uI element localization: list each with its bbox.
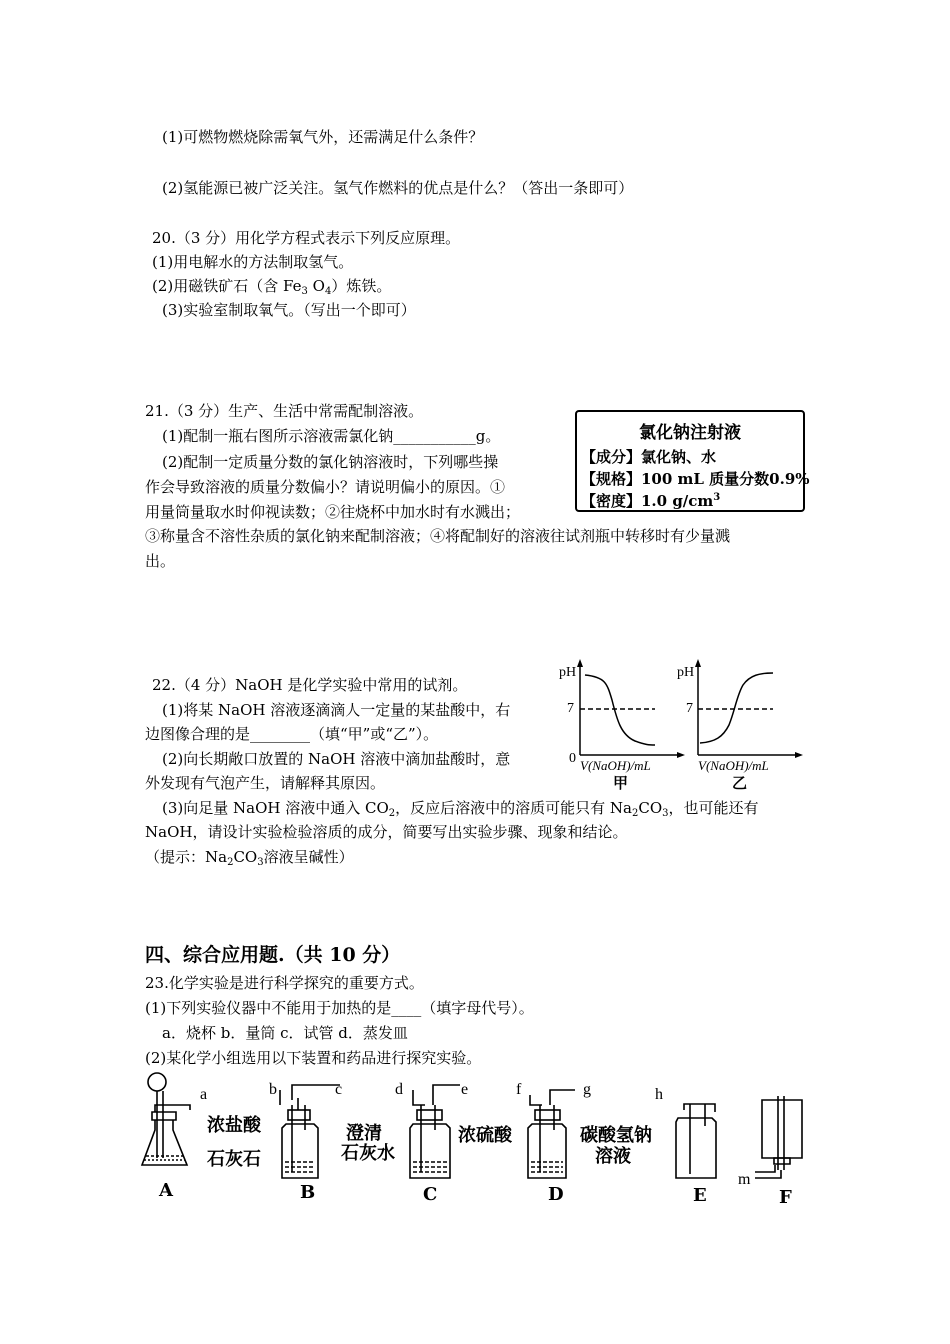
yi-label: 乙 bbox=[732, 776, 748, 792]
q22-part2-line2: 外发现有气泡产生，请解释其原因。 bbox=[145, 774, 386, 792]
apparatus-C bbox=[410, 1085, 460, 1178]
apparatus-E bbox=[676, 1104, 716, 1178]
label-limewater-1: 澄清 bbox=[346, 1123, 382, 1144]
apparatus-B bbox=[280, 1085, 340, 1178]
q20-part1: (1)用电解水的方法制取氢气。 bbox=[152, 253, 354, 271]
label-nahco3-1: 碳酸氢钠 bbox=[580, 1125, 652, 1146]
q21-part1: (1)配制一瓶右图所示溶液需氯化钠___________g。 bbox=[162, 427, 501, 445]
port-b: b bbox=[269, 1081, 277, 1098]
q19-part1: (1)可燃物燃烧除需氧气外，还需满足什么条件？ bbox=[162, 128, 484, 146]
letter-F: F bbox=[779, 1187, 792, 1208]
jia-label: 甲 bbox=[613, 776, 629, 792]
yi-ylabel: pH bbox=[677, 665, 695, 680]
port-h: h bbox=[655, 1086, 663, 1103]
graph-yi bbox=[695, 659, 803, 758]
q22-hint: （提示：$Na_2CO_3$溶液呈碱性） bbox=[145, 848, 354, 868]
q20-part2: (2)用磁铁矿石（含 $Fe_3$ $O_4$）炼铁。 bbox=[152, 277, 392, 297]
yi-xlabel: V(NaOH)/mL bbox=[698, 758, 769, 773]
q22-part1-line1: (1)将某 NaOH 溶液逐滴滴人一定量的某盐酸中，右 bbox=[162, 701, 511, 719]
letter-D: D bbox=[548, 1184, 564, 1205]
q23-options: a．烧杯 b．量筒 c．试管 d．蒸发皿 bbox=[162, 1024, 408, 1042]
q21-part2-line3: 用量筒量取水时仰视读数；②往烧杯中加水时有水溅出； bbox=[145, 503, 521, 521]
q21-part2-line2: 作会导致溶液的质量分数偏小？请说明偏小的原因。① bbox=[145, 478, 506, 496]
label-spec: 【规格】100 mL 质量分数0.9% bbox=[581, 470, 810, 488]
q20-part3: (3)实验室制取氧气。（写出一个即可） bbox=[162, 301, 416, 319]
port-g: g bbox=[583, 1081, 591, 1098]
label-density: 【密度】1.0 $g/cm^3$ bbox=[581, 492, 721, 510]
label-title: 氯化钠注射液 bbox=[639, 423, 741, 443]
apparatus-A bbox=[142, 1073, 190, 1165]
section4-title: 四、综合应用题.（共 10 分） bbox=[145, 944, 401, 966]
jia-seven: 7 bbox=[567, 701, 574, 716]
letter-A: A bbox=[159, 1180, 173, 1201]
letter-C: C bbox=[423, 1184, 438, 1205]
label-nahco3-2: 溶液 bbox=[595, 1146, 631, 1167]
letter-E: E bbox=[693, 1185, 707, 1206]
q19-part2: (2)氢能源已被广泛关注。氢气作燃料的优点是什么？（答出一条即可） bbox=[162, 179, 634, 197]
jia-ylabel: pH bbox=[559, 665, 577, 680]
q21-part2-line4: ③称量含不溶性杂质的氯化钠来配制溶液；④将配制好的溶液往试剂瓶中转移时有少量溅 bbox=[145, 527, 731, 545]
port-d: d bbox=[395, 1081, 403, 1098]
q22-part3-line1: (3)向足量 NaOH 溶液中通入 $CO_2$，反应后溶液中的溶质可能只有 $Na_2CO_3$，也可能还有 bbox=[162, 799, 759, 819]
nacl-injection-label bbox=[575, 410, 810, 512]
apparatus-F bbox=[755, 1096, 802, 1178]
port-a: a bbox=[200, 1086, 208, 1103]
q22-part2-line1: (2)向长期敞口放置的 NaOH 溶液中滴加盐酸时，意 bbox=[162, 750, 511, 768]
port-m: m bbox=[738, 1171, 751, 1188]
label-limewater-2: 石灰水 bbox=[341, 1143, 395, 1164]
q23-part2: (2)某化学小组选用以下装置和药品进行探究实验。 bbox=[145, 1049, 482, 1067]
port-e: e bbox=[461, 1081, 469, 1098]
label-limestone: 石灰石 bbox=[207, 1149, 261, 1170]
q23-heading: 23.化学实验是进行科学探究的重要方式。 bbox=[145, 974, 424, 992]
apparatus-D bbox=[528, 1090, 575, 1178]
label-h2so4: 浓硫酸 bbox=[458, 1125, 512, 1146]
port-f: f bbox=[516, 1081, 522, 1098]
q21-part2-line5: 出。 bbox=[145, 552, 176, 570]
label-hcl: 浓盐酸 bbox=[207, 1115, 261, 1136]
graph-jia bbox=[577, 659, 685, 758]
yi-seven: 7 bbox=[686, 701, 693, 716]
q21-part2-line1: (2)配制一定质量分数的氯化钠溶液时，下列哪些操 bbox=[162, 453, 499, 471]
q22-part1-line2: 边图像合理的是________（填“甲”或“乙”）。 bbox=[145, 725, 439, 743]
port-c: c bbox=[335, 1081, 343, 1098]
jia-xlabel: V(NaOH)/mL bbox=[580, 758, 651, 773]
q20-heading: 20.（3 分）用化学方程式表示下列反应原理。 bbox=[152, 229, 461, 247]
q23-part1: (1)下列实验仪器中不能用于加热的是____（填字母代号）。 bbox=[145, 999, 534, 1017]
label-composition: 【成分】氯化钠、水 bbox=[581, 448, 717, 466]
jia-zero: 0 bbox=[569, 751, 576, 766]
q22-heading: 22.（4 分）NaOH 是化学实验中常用的试剂。 bbox=[152, 676, 468, 694]
q21-heading: 21.（3 分）生产、生活中常需配制溶液。 bbox=[145, 402, 424, 420]
q22-part3-line2: NaOH，请设计实验检验溶质的成分，简要写出实验步骤、现象和结论。 bbox=[145, 823, 628, 841]
letter-B: B bbox=[300, 1182, 316, 1203]
